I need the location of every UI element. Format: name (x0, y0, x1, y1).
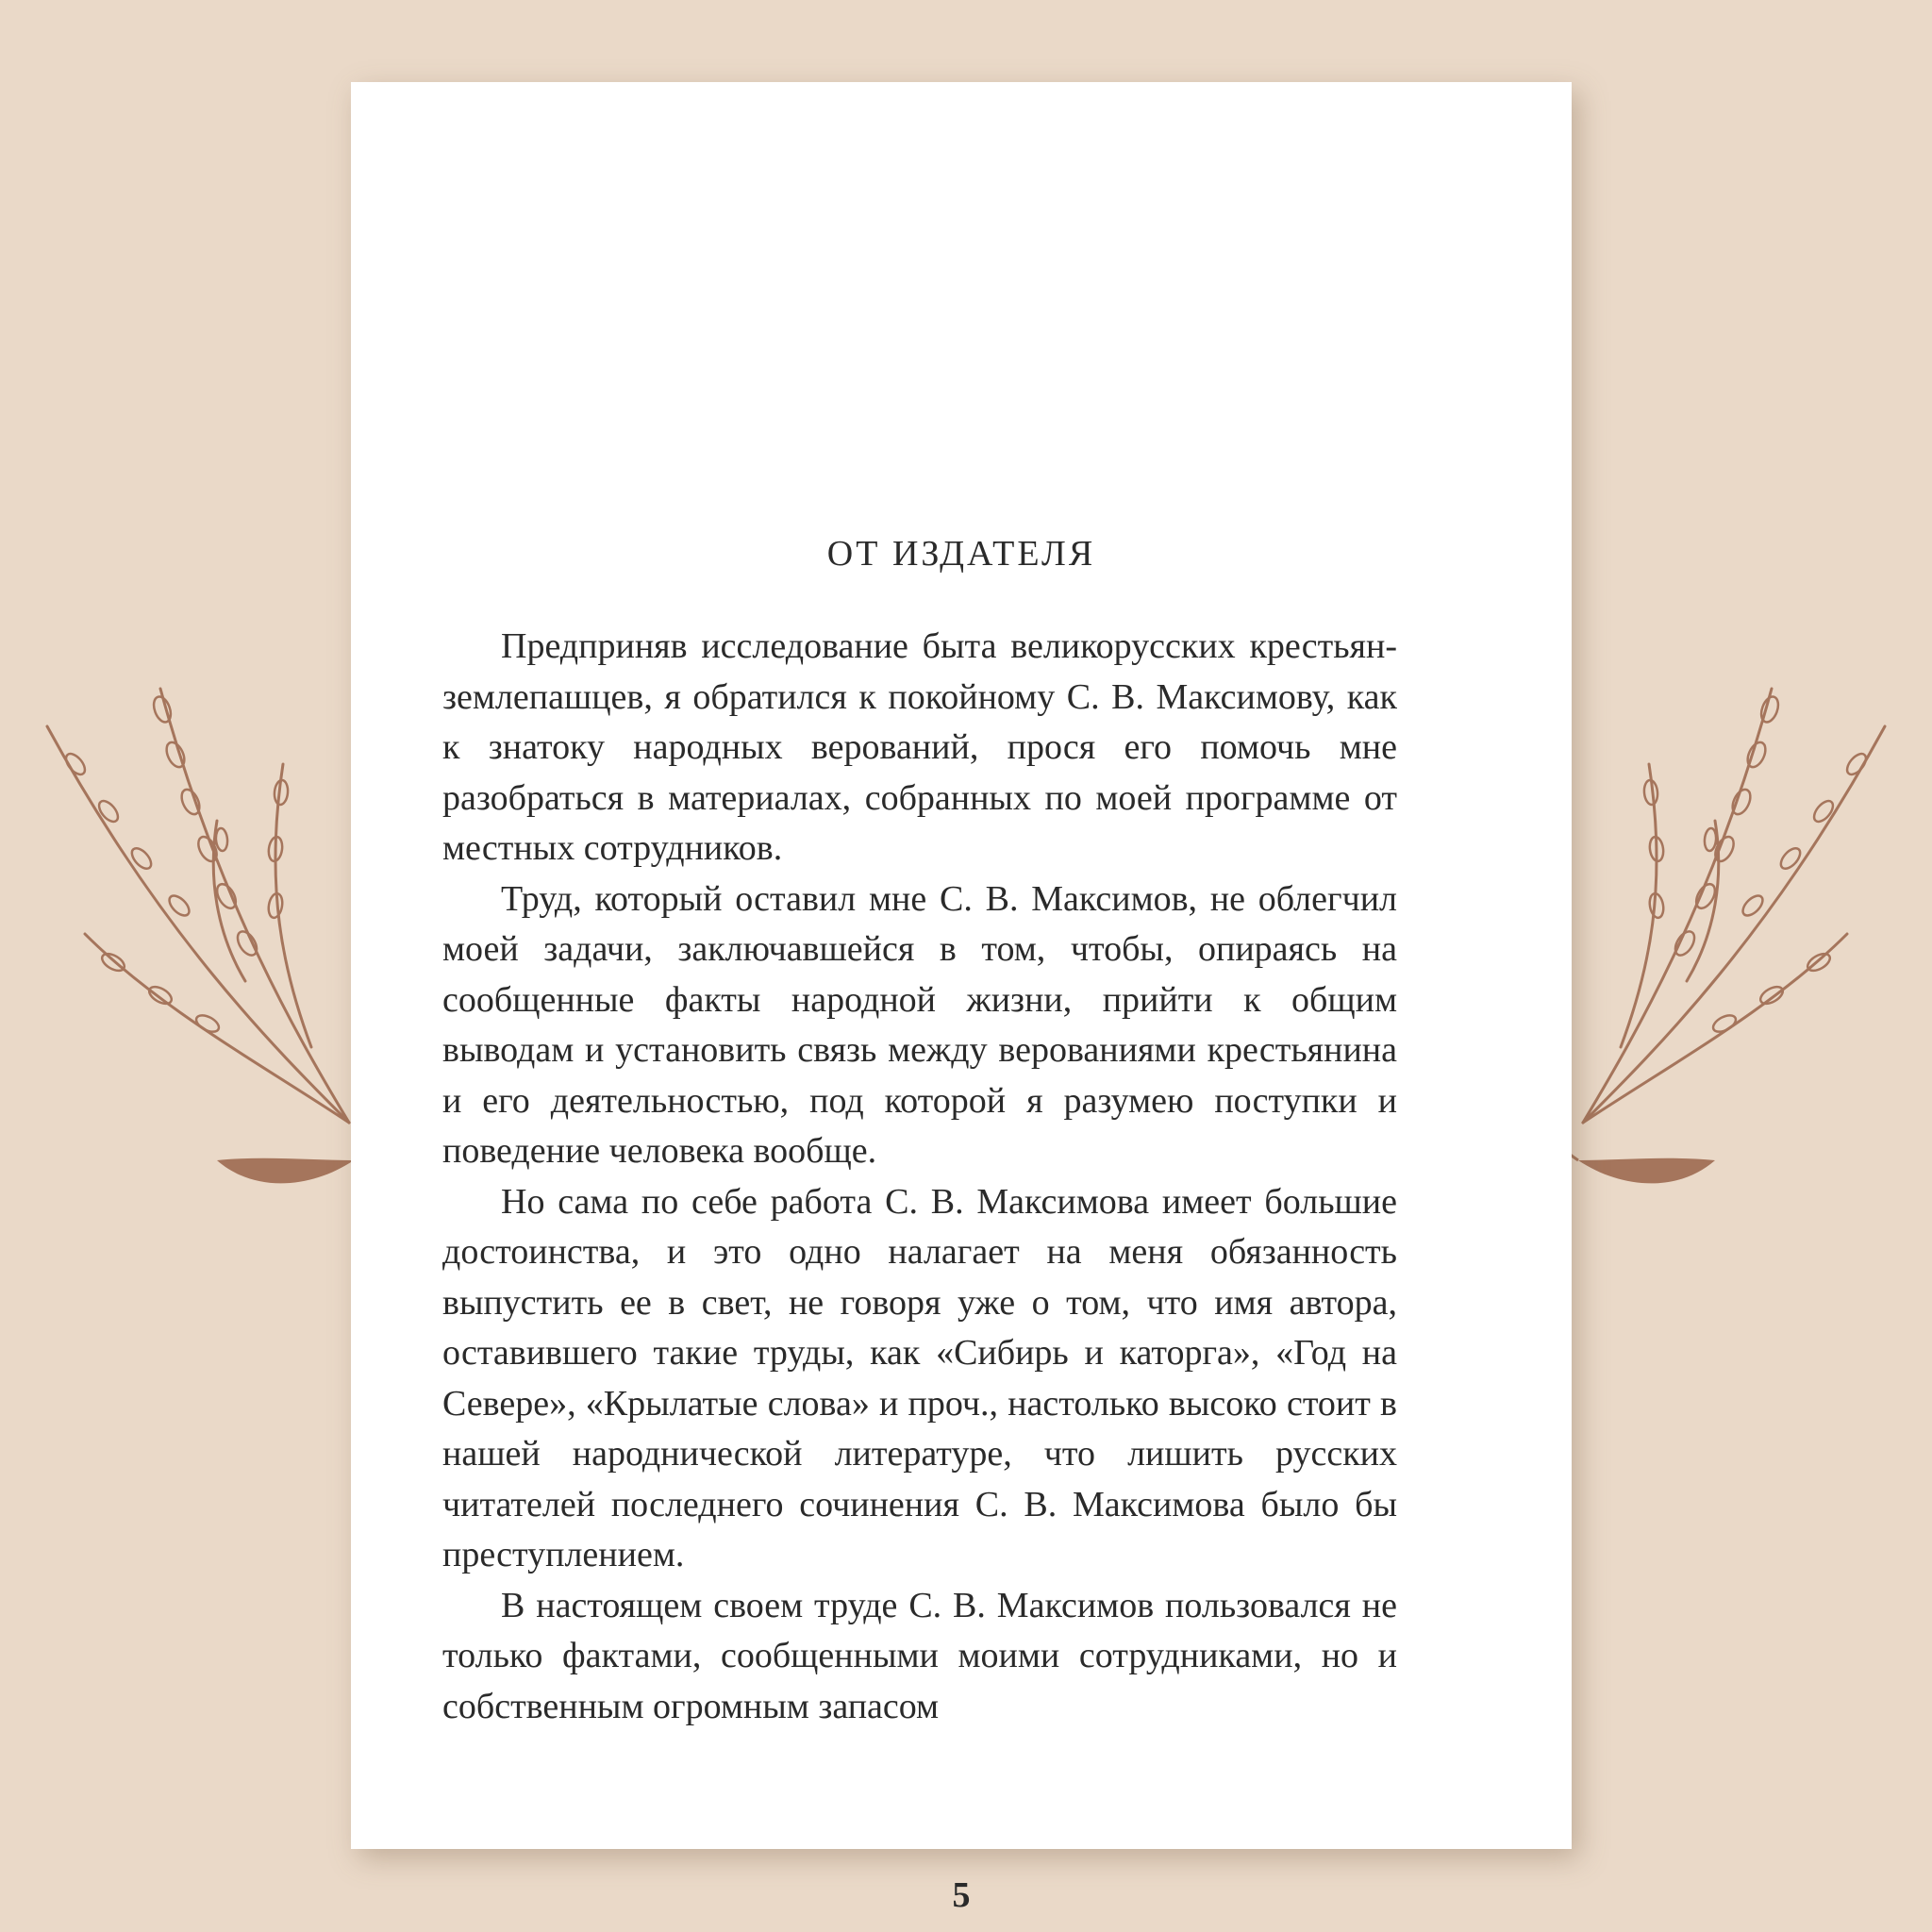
paragraph-1: Предприняв исследование быта великорусских крестьян-землепашцев, я обратился к покойному С. В. Максимову, как к знатоку народных верований, прося его помочь мне разобраться в материалах, собранных по моей программе от местных сотрудников. (442, 626, 1397, 868)
paragraph-3: Но сама по себе работа С. В. Максимова имеет большие достоинства, и это одно налагает на меня обязанность выпустить ее в свет, не говоря уже о том, что имя автора, оставившего такие труды, как «Сибирь и каторга», «Год на Севере», «Крылатые слова» и проч., настолько высоко стоит в нашей народнической литературе, что лишить русских читателей последнего сочинения С. В. Максимова было бы преступлением. (442, 1181, 1397, 1574)
paragraph-2: Труд, который оставил мне С. В. Максимов, не облегчил моей задачи, заключавшейся в том, чтобы, опираясь на сообщенные факты народной жизни, прийти к общим выводам и установить связь между верованиями крестьянина и его деятельностью, под которой я разумею поступки и поведение человека вообще. (442, 878, 1397, 1171)
paragraph-4: В настоящем своем труде С. В. Максимов пользовался не только фактами, сообщенными моими сотрудниками, но и собственным огромным запасом (442, 1585, 1397, 1726)
book-page (351, 82, 1572, 1915)
willow-branch-right-icon (1545, 651, 1904, 1236)
page-body (442, 622, 1397, 1732)
page-title: ОТ ИЗДАТЕЛЯ (826, 534, 1096, 574)
willow-branch-left-icon (28, 651, 387, 1236)
page-number: 5 (952, 1875, 971, 1915)
